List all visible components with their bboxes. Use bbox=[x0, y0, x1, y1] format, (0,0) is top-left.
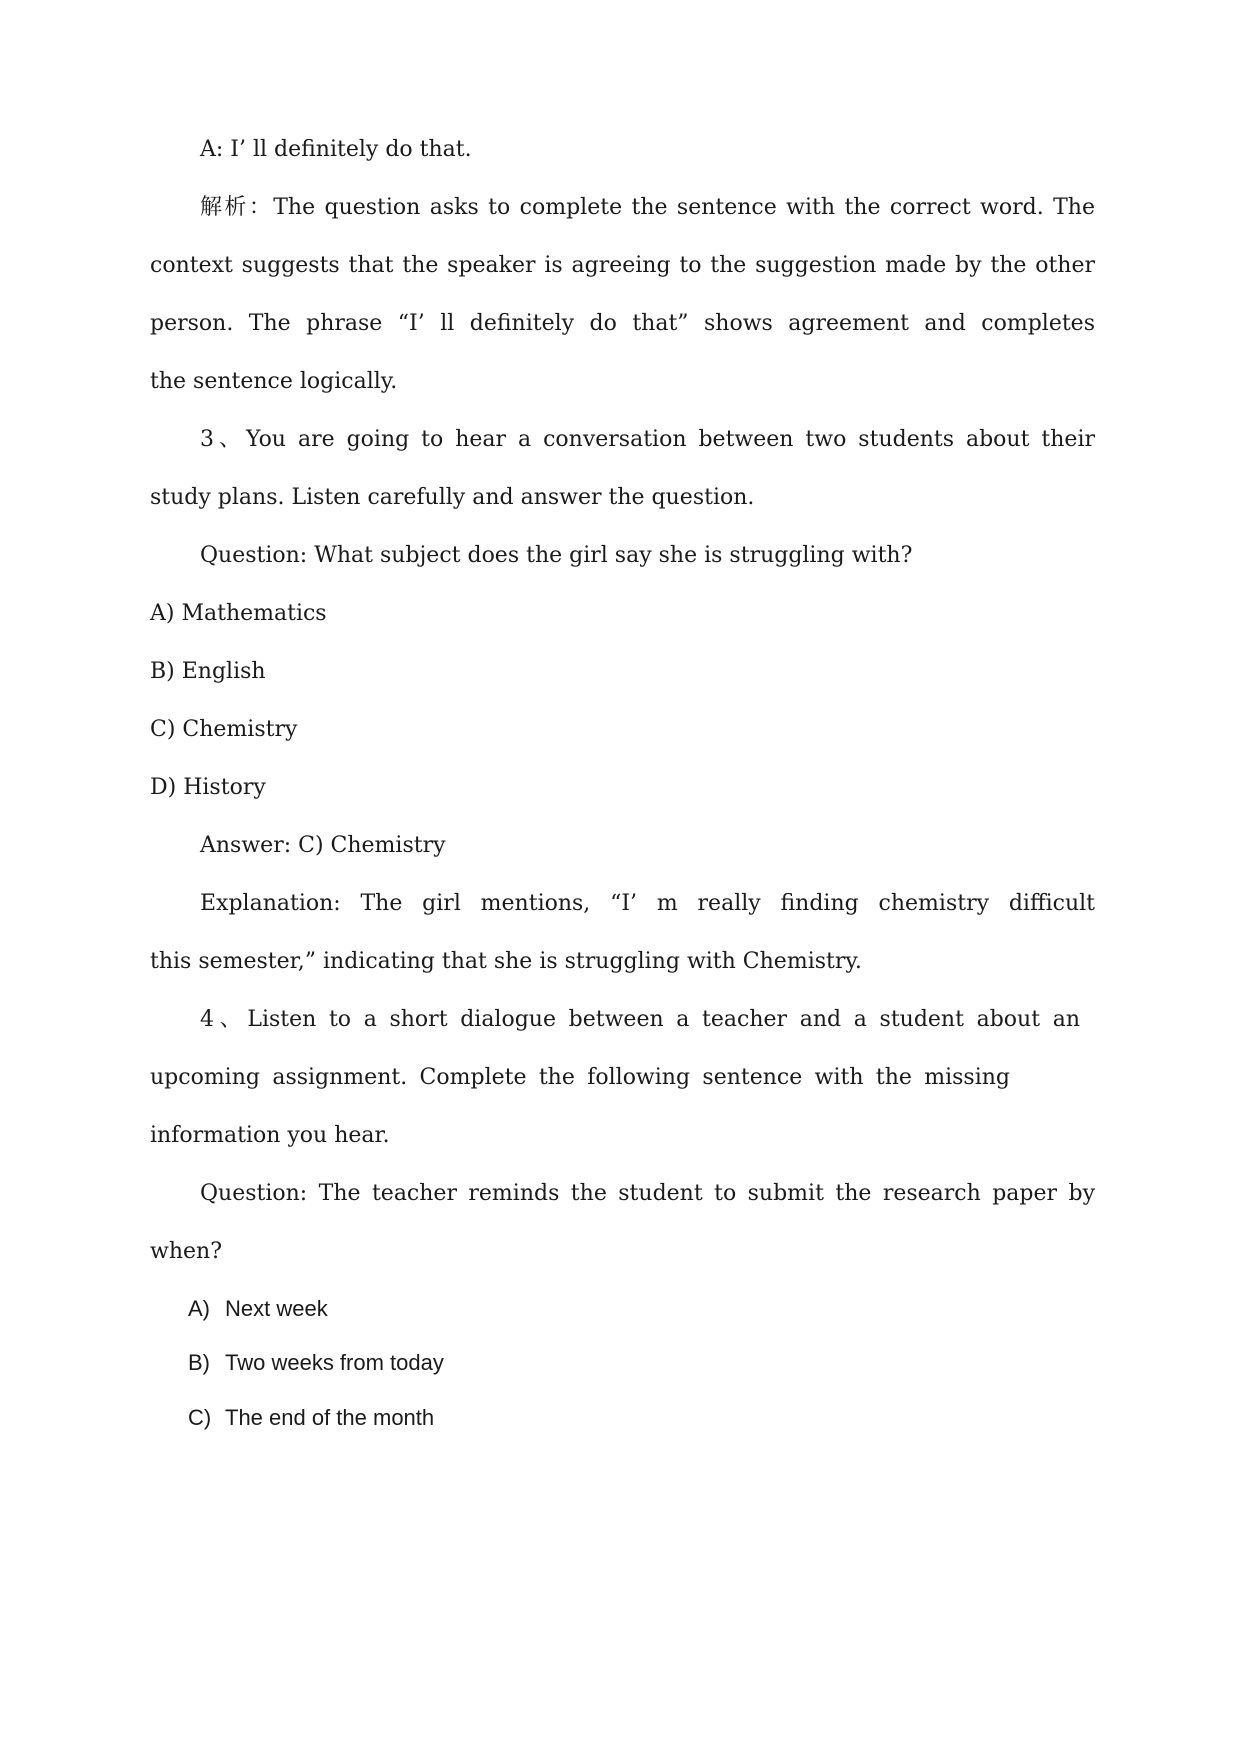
q4-question-line: Question: The teacher reminds the student to submit the research paper by bbox=[200, 1181, 1095, 1206]
q3-explanation-line: Explanation: The girl mentions, “I’ m really finding chemistry difficult bbox=[200, 891, 1095, 916]
option-text: Two weeks from today bbox=[225, 1350, 444, 1375]
previous-answer-line: A: I’ ll definitely do that. bbox=[200, 137, 472, 162]
q3-question: Question: What subject does the girl say she is struggling with? bbox=[200, 543, 913, 568]
q4-option-b bbox=[188, 1348, 444, 1378]
q4-prompt-line: upcoming assignment. Complete the following sentence with the missing bbox=[150, 1065, 1010, 1090]
q3-prompt-line: 3、You are going to hear a conversation between two students about their bbox=[200, 427, 1095, 452]
option-letter: B) bbox=[188, 1350, 210, 1375]
analysis-line: person. The phrase “I’ ll definitely do that” shows agreement and completes bbox=[150, 311, 1095, 336]
q4-option-a bbox=[188, 1294, 328, 1324]
option-letter: A) bbox=[188, 1296, 210, 1321]
q3-option-a: A) Mathematics bbox=[150, 601, 327, 626]
q3-option-b: B) English bbox=[150, 659, 266, 684]
analysis-line: context suggests that the speaker is agreeing to the suggestion made by the other bbox=[150, 253, 1095, 278]
q3-option-c: C) Chemistry bbox=[150, 717, 298, 742]
q3-prompt-line: study plans. Listen carefully and answer the question. bbox=[150, 485, 755, 510]
q3-option-d: D) History bbox=[150, 775, 266, 800]
option-text: Next week bbox=[225, 1296, 328, 1321]
q4-prompt-line: 4、Listen to a short dialogue between a teacher and a student about an bbox=[200, 1007, 1080, 1032]
option-letter: C) bbox=[188, 1405, 212, 1430]
analysis-line: 解析：The question asks to complete the sentence with the correct word. The bbox=[200, 195, 1095, 220]
q4-question-line: when? bbox=[150, 1239, 222, 1264]
q4-option-c bbox=[188, 1403, 434, 1433]
analysis-line: the sentence logically. bbox=[150, 369, 398, 394]
option-text: The end of the month bbox=[225, 1405, 435, 1430]
q4-prompt-line: information you hear. bbox=[150, 1123, 390, 1148]
q3-answer: Answer: C) Chemistry bbox=[200, 833, 446, 858]
q3-explanation-line: this semester,” indicating that she is struggling with Chemistry. bbox=[150, 949, 862, 974]
